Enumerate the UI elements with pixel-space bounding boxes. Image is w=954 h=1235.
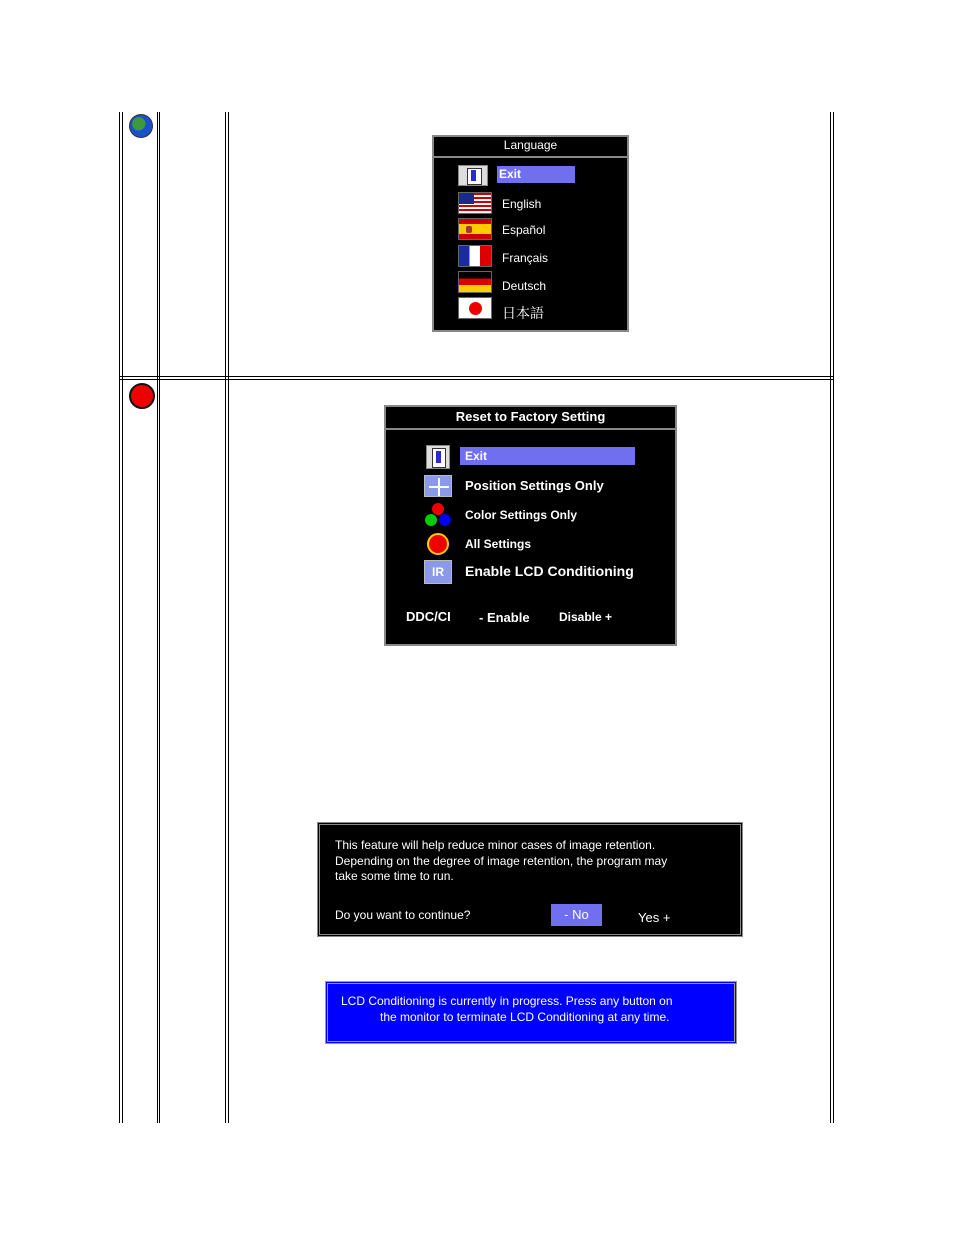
language-menu: [432, 135, 629, 332]
ddc-enable-option[interactable]: - Enable: [479, 610, 530, 625]
france-flag-icon: [458, 245, 492, 267]
confirm-text-line3: take some time to run.: [335, 869, 454, 883]
confirm-question: Do you want to continue?: [335, 908, 471, 922]
reset-menu-title: Reset to Factory Setting: [386, 407, 675, 430]
language-english-item[interactable]: English: [502, 197, 542, 211]
ddc-ci-label: DDC/CI: [406, 609, 451, 624]
language-exit-item[interactable]: Exit: [497, 166, 575, 183]
reset-all-item[interactable]: All Settings: [465, 537, 532, 551]
yes-button[interactable]: Yes +: [638, 910, 671, 925]
language-globe-icon: [129, 114, 153, 138]
reset-exit-item[interactable]: Exit: [460, 447, 635, 465]
reset-color-item[interactable]: Color Settings Only: [465, 508, 578, 522]
progress-text-line1: LCD Conditioning is currently in progress. Press any button on: [341, 994, 673, 1008]
position-arrows-icon: [424, 475, 452, 497]
progress-dialog: [325, 981, 737, 1044]
reset-lcd-conditioning-item[interactable]: Enable LCD Conditioning: [465, 563, 634, 579]
germany-flag-icon: [458, 271, 492, 293]
progress-text-line2: the monitor to terminate LCD Conditioning at any time.: [380, 1010, 670, 1024]
confirm-text-line2: Depending on the degree of image retention, the program may: [335, 854, 668, 868]
spain-flag-icon: [458, 218, 492, 240]
language-francais-item[interactable]: Français: [502, 251, 549, 265]
confirm-text-line1: This feature will help reduce minor cases of image retention.: [335, 838, 656, 852]
us-flag-icon: [458, 192, 492, 214]
no-button[interactable]: - No: [551, 904, 602, 926]
reset-menu: [384, 405, 677, 646]
ir-icon: IR: [424, 560, 452, 584]
language-japanese-item[interactable]: 日本語: [502, 305, 544, 321]
rgb-dots-icon: [424, 503, 452, 529]
exit-icon[interactable]: [458, 165, 488, 186]
exit-icon[interactable]: [426, 445, 450, 469]
reset-position-item[interactable]: Position Settings Only: [465, 478, 604, 493]
language-espanol-item[interactable]: Español: [502, 223, 546, 237]
language-menu-title: Language: [434, 137, 627, 158]
ddc-disable-option[interactable]: Disable +: [559, 610, 613, 624]
red-circle-icon: [427, 533, 449, 555]
confirm-dialog: [317, 822, 743, 937]
factory-reset-icon: [129, 383, 155, 409]
language-deutsch-item[interactable]: Deutsch: [502, 279, 547, 293]
japan-flag-icon: [458, 297, 492, 319]
